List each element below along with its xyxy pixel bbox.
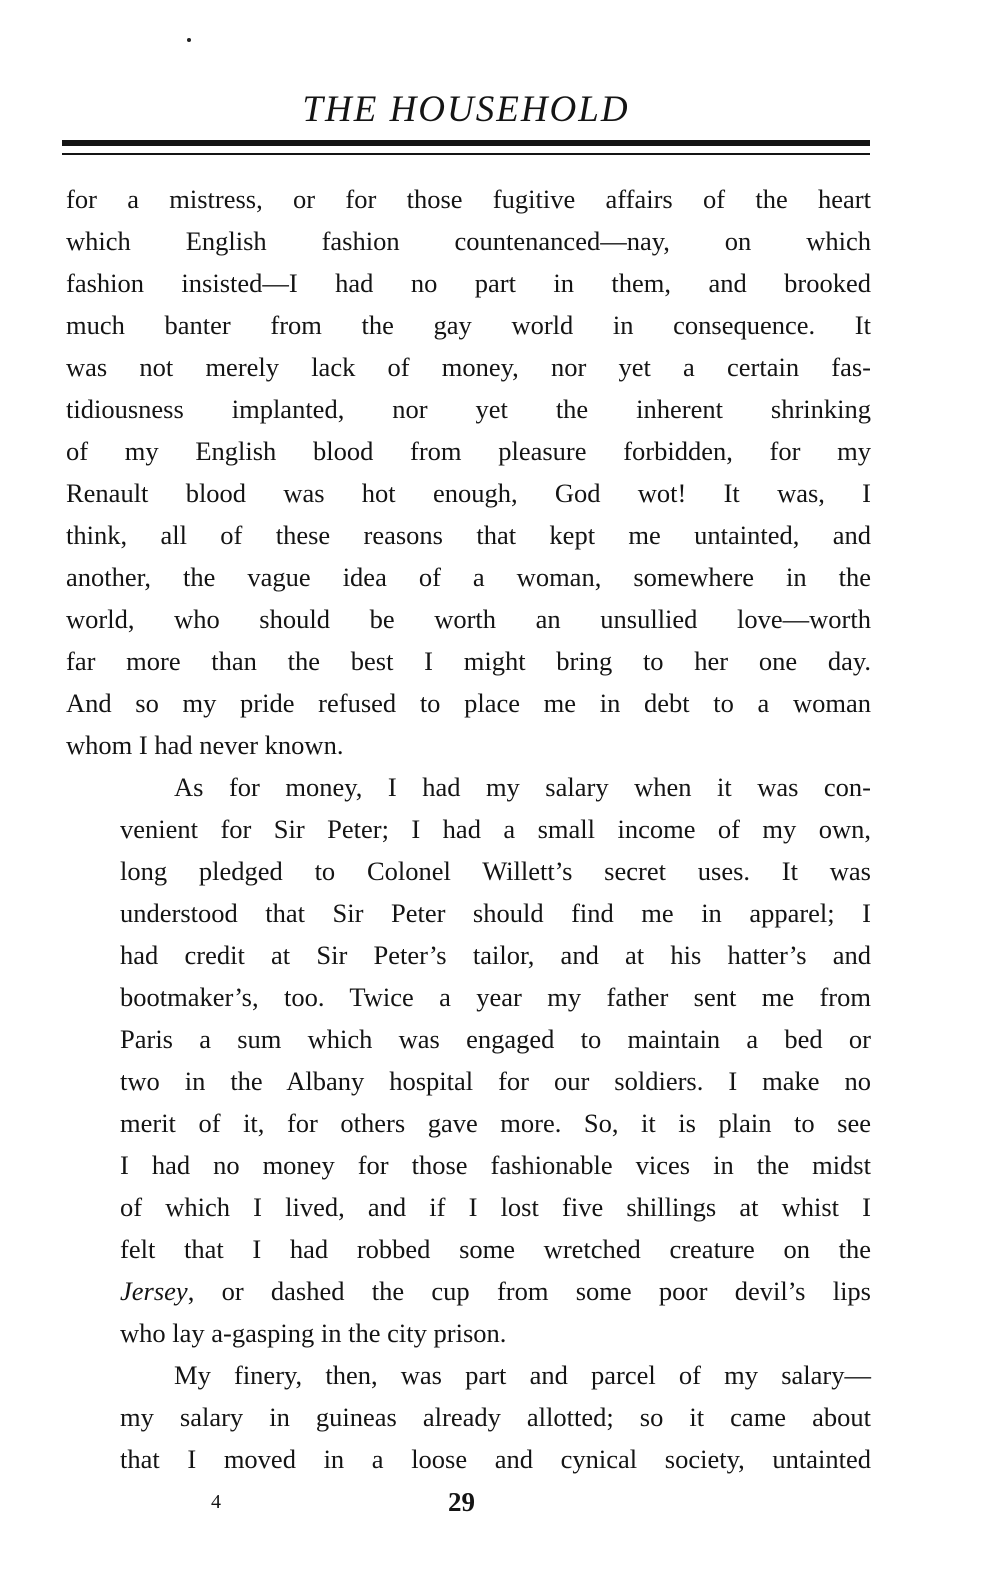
text-line: that I moved in a loose and cynical society, untainted <box>120 1444 871 1474</box>
print-speck <box>187 38 191 42</box>
text-line: As for money, I had my salary when it was con- <box>174 772 871 802</box>
page-number: 29 <box>448 1487 475 1517</box>
text-line: was not merely lack of money, nor yet a certain fas- <box>66 352 871 382</box>
text-line: far more than the best I might bring to her one day. <box>66 646 871 676</box>
signature-mark: 4 <box>211 1491 221 1513</box>
text-line: Paris a sum which was engaged to maintain a bed or <box>120 1024 871 1054</box>
text-line: much banter from the gay world in consequence. It <box>66 310 871 340</box>
text-line: felt that I had robbed some wretched creature on the <box>120 1234 871 1264</box>
paragraph-2 <box>66 766 871 1354</box>
paragraph-3 <box>66 1354 871 1480</box>
text-line: tidiousness implanted, nor yet the inherent shrinking <box>66 394 871 424</box>
text-line: fashion insisted—I had no part in them, and brooked <box>66 268 871 298</box>
text-line: of which I lived, and if I lost five shillings at whist I <box>120 1192 871 1222</box>
text-line: And so my pride refused to place me in debt to a woman <box>66 688 871 718</box>
body-text <box>66 178 871 1480</box>
text-line: two in the Albany hospital for our soldiers. I make no <box>120 1066 871 1096</box>
text-line: another, the vague idea of a woman, somewhere in the <box>66 562 871 592</box>
text-line: I had no money for those fashionable vices in the midst <box>120 1150 871 1180</box>
text-line: for a mistress, or for those fugitive affairs of the heart <box>66 184 871 214</box>
text-line: of my English blood from pleasure forbidden, for my <box>66 436 871 466</box>
text-line: who lay a-gasping in the city prison. <box>120 1318 507 1348</box>
text-line: venient for Sir Peter; I had a small income of my own, <box>120 814 871 844</box>
running-head: THE HOUSEHOLD <box>302 89 630 130</box>
text-line: Renault blood was hot enough, God wot! It was, I <box>66 478 871 508</box>
header-rule-thick <box>62 140 870 146</box>
text-line: My finery, then, was part and parcel of my salary— <box>174 1360 871 1390</box>
paragraph-1 <box>66 178 871 766</box>
text-line: long pledged to Colonel Willett’s secret uses. It was <box>120 856 871 886</box>
page-footer <box>0 1487 1000 1527</box>
text-line: think, all of these reasons that kept me untainted, and <box>66 520 871 550</box>
header-rule-thin <box>62 153 870 155</box>
text-line: world, who should be worth an unsullied love—worth <box>66 604 871 634</box>
text-line: my salary in guineas already allotted; so it came about <box>120 1402 871 1432</box>
text-line: which English fashion countenanced—nay, on which <box>66 226 871 256</box>
text-line: whom I had never known. <box>66 730 344 760</box>
text-line: merit of it, for others gave more. So, it is plain to see <box>120 1108 871 1138</box>
text-line: Jersey, or dashed the cup from some poor devil’s lips <box>120 1276 871 1306</box>
text-line: understood that Sir Peter should find me in apparel; I <box>120 898 871 928</box>
text-line: bootmaker’s, too. Twice a year my father sent me from <box>120 982 871 1012</box>
text-line: had credit at Sir Peter’s tailor, and at his hatter’s and <box>120 940 871 970</box>
